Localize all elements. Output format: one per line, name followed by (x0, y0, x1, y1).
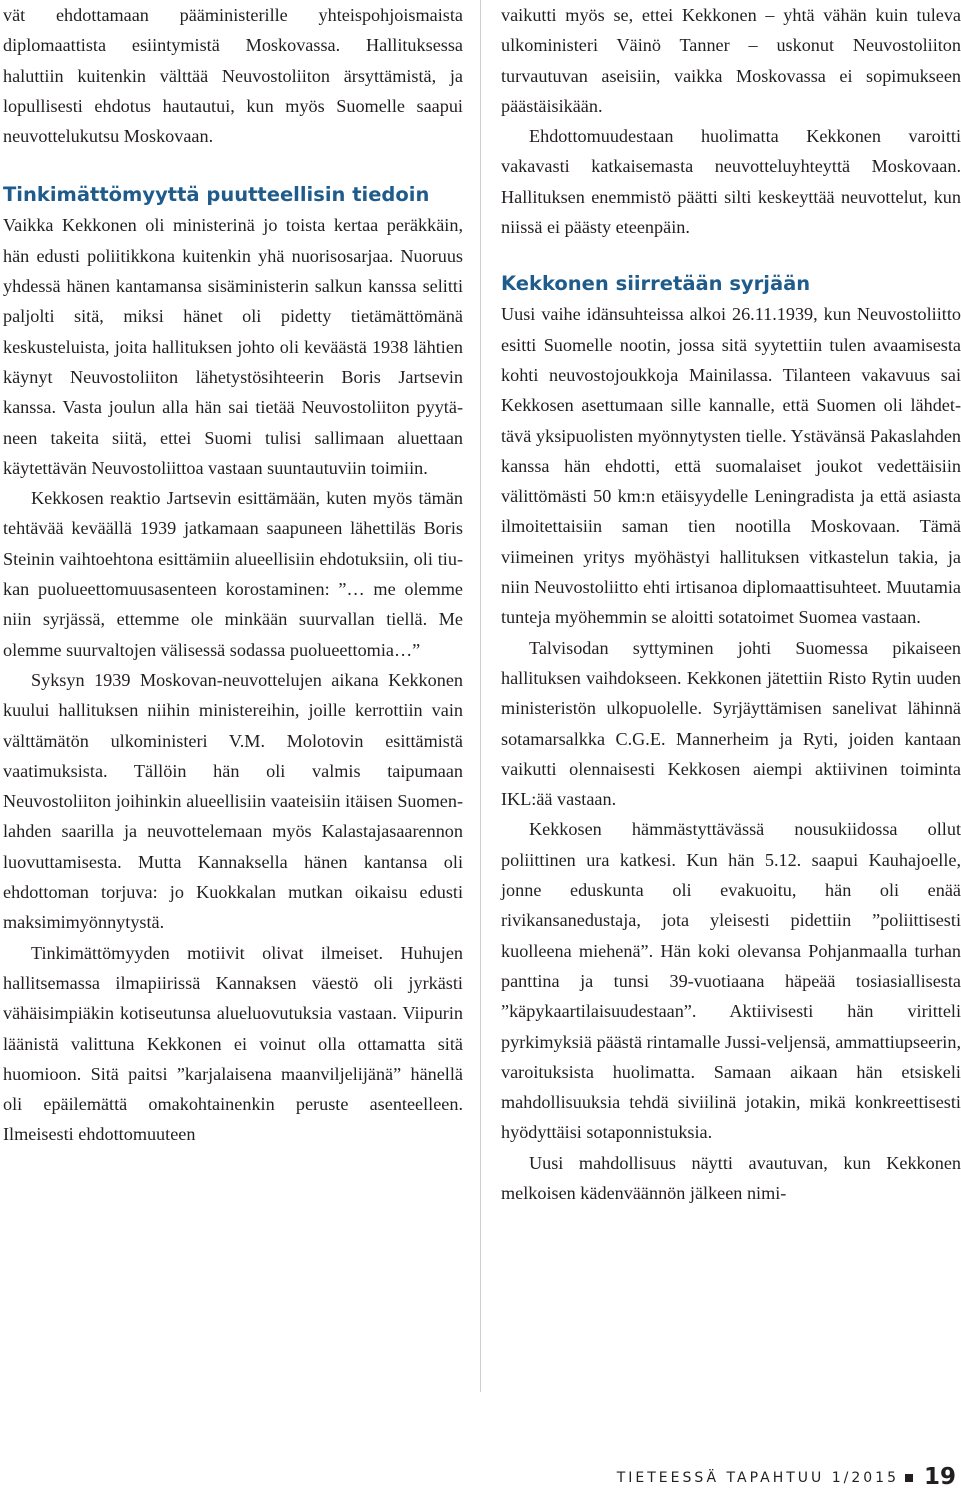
left-paragraph-3: Kekkosen reaktio Jartsevin esittämään, kuten myös tämän tehtävää keväällä 1939 jatkamaan saapuneen lähettiläs Boris Steinin vaihtoehtona esittämiin alueellisiin ehdotuksiin, oli tiukan puolueettomuusasenteen korostaminen: ”… me olemme niin syrjässä, ettemme ole minkään suurvallan tiellä. Me olemme suurvaltojen välisessä sodassa puolueettomia…” (3, 488, 463, 660)
left-paragraph-5: Tinkimättömyyden motiivit olivat ilmeiset. Huhujen hallitsemassa ilmapiirissä Kannaksen väestö oli jyrkästi vähäisimpiäkin kotiseutunsa alueluovutuksia vastaan. Viipurin läänistä valittuna Kekkonen ei voinut olla ottamatta sitä huomioon. Sitä paitsi ”karjalaisena maanviljelijänä” hänellä oli epäilemättä omakohtainenkin peruste asenteelleen. Ilmeisesti ehdottomuuteen (3, 942, 463, 1145)
right-paragraph-2: Ehdottomuudestaan huolimatta Kekkonen varoitti vakavasti katkaisemasta neuvotteluyhteyttä Moskovaan. Hallituksen enemmistö päätti silti keskeyttää neuvottelut, kun niissä ei päästy eteenpäin. (501, 126, 961, 238)
column-divider (480, 0, 481, 1392)
journal-name: TIETEESSÄ TAPAHTUU 1/2015 (616, 1469, 899, 1486)
square-bullet-icon (905, 1474, 913, 1482)
right-paragraph-6: Uusi mahdollisuus näytti avautuvan, kun Kekkonen melkoisen kädenväännön jälkeen nimi- (501, 1152, 961, 1203)
left-paragraph-1: vät ehdottamaan pääministerille yhteispohjoismaista diplomaattista esiintymistä Moskovassa. Hallituksessa haluttiin kuitenkin välttää Neuvostoliiton ärsyttämistä, ja lopullisesti ehdotus hautautui, kun myös Suomelle saapui neuvottelukutsu Moskovaan. (3, 5, 463, 147)
left-column (3, 0, 463, 1150)
right-paragraph-4: Talvisodan syttyminen johti Suomessa pikaiseen hallituksen vaihdokseen. Kekkonen jätettiin Risto Rytin uuden ministeristön ulkopuolelle. Syrjäyttämisen sanelivat lähinnä sotamarsalkka C.G.E. Mannerheim ja Ryti, joiden kantaan vaikutti olennaisesti Kekkosen aiempi aktiivinen toiminta IKL:ää vastaan. (501, 637, 961, 810)
right-column (501, 0, 961, 1208)
left-paragraph-2: Vaikka Kekkonen oli ministerinä jo toista kertaa peräkkäin, hän edusti poliitikkona kuitenkin yhä nuorisosarjaa. Nuoruus yhdessä hänen kantamansa sisäministerin salkun kanssa selitti paljolti sitä, miksi hänet oli pidetty tietämättömänä keskusteluista, joita hallituksen johto oli keväästä 1938 lähtien käynyt Neuvostoliiton lähetystösihteerin Boris Jartsevin kanssa. Vasta joulun alla hän sai tietää Neuvostoliiton pyytäneen takeita siitä, ettei Suomi tulisi sallimaan aluettaan käytettävän Neuvostoliittoa vastaan suuntautuviin toimiin. (3, 215, 463, 478)
left-paragraph-4: Syksyn 1939 Moskovan-neuvottelujen aikana Kekkonen kuului hallituksen niihin ministereihin, joille kerrottiin vain välttämätön ulkoministeri V.M. Molotovin esittämistä vaatimuksista. Tällöin hän oli valmis taipumaan Neuvostoliiton joihinkin alueellisiin vaateisiin itäisen Suomenlahden saarilla ja neuvottelemaan myös Kalastajasaarennon luovuttamisesta. Mutta Kannaksella hänen kantansa oli ehdottoman torjuva: jo Kuokkalan mutkan oikaisu edusti maksimimyönnytystä. (3, 669, 463, 933)
right-paragraph-5: Kekkosen hämmästyttävässä nousukiidossa ollut poliittinen ura katkesi. Kun hän 5.12. saapui Kauhajoelle, jonne eduskunta oli evakuoitu, hän oli enää rivikansanedustaja, jota yleisesti pidettiin ”poliittisesti kuolleena miehenä”. Hän koki olevansa Pohjanmaalla turhan panttina ja tunsi 39-vuotiaana häpeää tosiasiallisesta ”käpykaartilaisuudestaan”. Aktiivisesti hän viritteli pyrkimyksiä päästä rintamalle Jussi-veljensä, ammattiupseerin, varoituksista huolimatta. Samaan aikaan hän etsiskeli mahdollisuuksia tehdä siviilinä jotakin, mikä konkreettisesti hyödyttäisi sotaponnistuksia. (501, 819, 961, 1143)
section-heading-kekkonen-siirretaan: Kekkonen siirretään syrjään (501, 272, 811, 296)
section-heading-tinkimattomyytta: Tinkimättömyyttä puutteellisin tiedoin (3, 183, 430, 207)
right-paragraph-3: Uusi vaihe idänsuhteissa alkoi 26.11.1939, kun Neuvostoliitto esitti Suomelle nootin, jossa sitä syytettiin tulen avaamisesta kohti neuvostojoukkoja Mainilassa. Tilanteen vakavuus sai Kekkosen asettumaan sille kannalle, että Suomen oli lähdettävä yksipuolisten myönnytysten tielle. Ystävänsä Pakaslahden kanssa hän ehdotti, että suomalaiset joukot vedettäisiin välittömästi 50 km:n etäisyydelle Leningradista ja että asiasta ilmoitettaisiin saman tien nootilla Moskovaan. Tämä viimeinen yritys myöhästyi hallituksen vitkastelun takia, ja niin Neuvostoliitto ehti irtisanoa diplomaattisuhteet. Muutamia tunteja myöhemmin se aloitti sotatoimet Suomea vastaan. (501, 304, 961, 628)
page-number: 19 (923, 1464, 956, 1490)
right-paragraph-1: vaikutti myös se, ettei Kekkonen – yhtä vähän kuin tuleva ulkoministeri Väinö Tanner – uskonut Neuvostoliiton turvautuvan aseisiin, vaikka Moskovassa ei sopimukseen päästäisikään. (501, 5, 961, 116)
page-footer (617, 1466, 956, 1489)
